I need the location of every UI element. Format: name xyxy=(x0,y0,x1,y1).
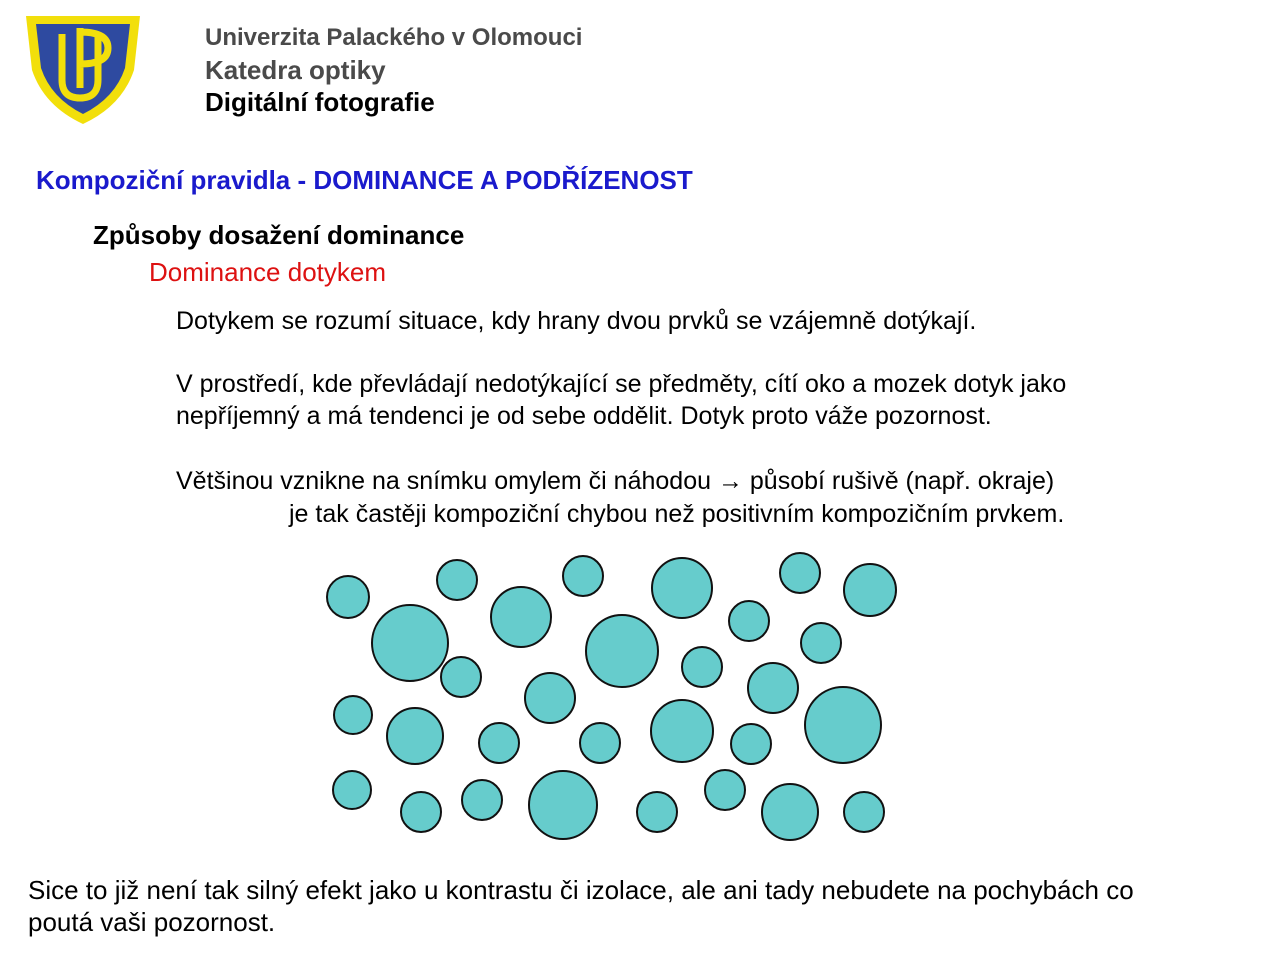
circle-shape xyxy=(479,723,519,763)
university-name: Univerzita Palackého v Olomouci xyxy=(205,24,583,51)
circle-shape xyxy=(748,663,798,713)
circle-shape xyxy=(762,784,818,840)
circle-shape xyxy=(780,553,820,593)
circle-shape xyxy=(563,556,603,596)
circle-shape xyxy=(801,623,841,663)
course-name: Digitální fotografie xyxy=(205,87,435,117)
circle-shape xyxy=(372,605,448,681)
circle-shape xyxy=(401,792,441,832)
circle-shape xyxy=(805,687,881,763)
paragraph-mistake-line1: Většinou vznikne na snímku omylem či náhodou → působí rušivě (např. okraje) xyxy=(176,467,1055,495)
circle-shape xyxy=(652,558,712,618)
circle-shape xyxy=(682,647,722,687)
slide-title: Kompoziční pravidla - DOMINANCE A PODŘÍZENOST xyxy=(36,165,693,195)
circle-shape xyxy=(491,587,551,647)
paragraph-environment-line2: nepříjemný a má tendenci je od sebe oddělit. Dotyk proto váže pozornost. xyxy=(176,402,992,430)
circle-shape xyxy=(327,576,369,618)
circle-shape xyxy=(334,696,372,734)
paragraph-definition: Dotykem se rozumí situace, kdy hrany dvou prvků se vzájemně dotýkají. xyxy=(176,307,977,335)
circle-shape xyxy=(333,771,371,809)
circle-shape xyxy=(651,700,713,762)
circle-shape xyxy=(729,601,769,641)
footer-text-line1: Sice to již není tak silný efekt jako u kontrastu či izolace, ale ani tady nebudete na pochybách co xyxy=(28,875,1134,905)
circle-shape xyxy=(441,657,481,697)
footer-text-line2: poutá vaši pozornost. xyxy=(28,907,276,937)
section-subtitle: Způsoby dosažení dominance xyxy=(93,220,465,250)
circle-shape xyxy=(844,792,884,832)
circle-shape xyxy=(525,673,575,723)
department-name: Katedra optiky xyxy=(205,55,386,85)
circle-shape xyxy=(731,724,771,764)
circle-shape xyxy=(437,560,477,600)
circle-shape xyxy=(529,771,597,839)
circle-shape xyxy=(462,780,502,820)
university-logo xyxy=(22,10,144,128)
paragraph-environment-line1: V prostředí, kde převládají nedotýkající se předměty, cítí oko a mozek dotyk jako xyxy=(176,370,1067,398)
circle-shape xyxy=(580,723,620,763)
circle-shape xyxy=(844,564,896,616)
circle-shape xyxy=(586,615,658,687)
circle-shape xyxy=(637,792,677,832)
circle-shape xyxy=(387,708,443,764)
topic-heading: Dominance dotykem xyxy=(149,257,386,287)
circle-shape xyxy=(705,770,745,810)
paragraph-mistake-line2: je tak častěji kompoziční chybou než positivním kompozičním prvkem. xyxy=(289,500,1065,528)
